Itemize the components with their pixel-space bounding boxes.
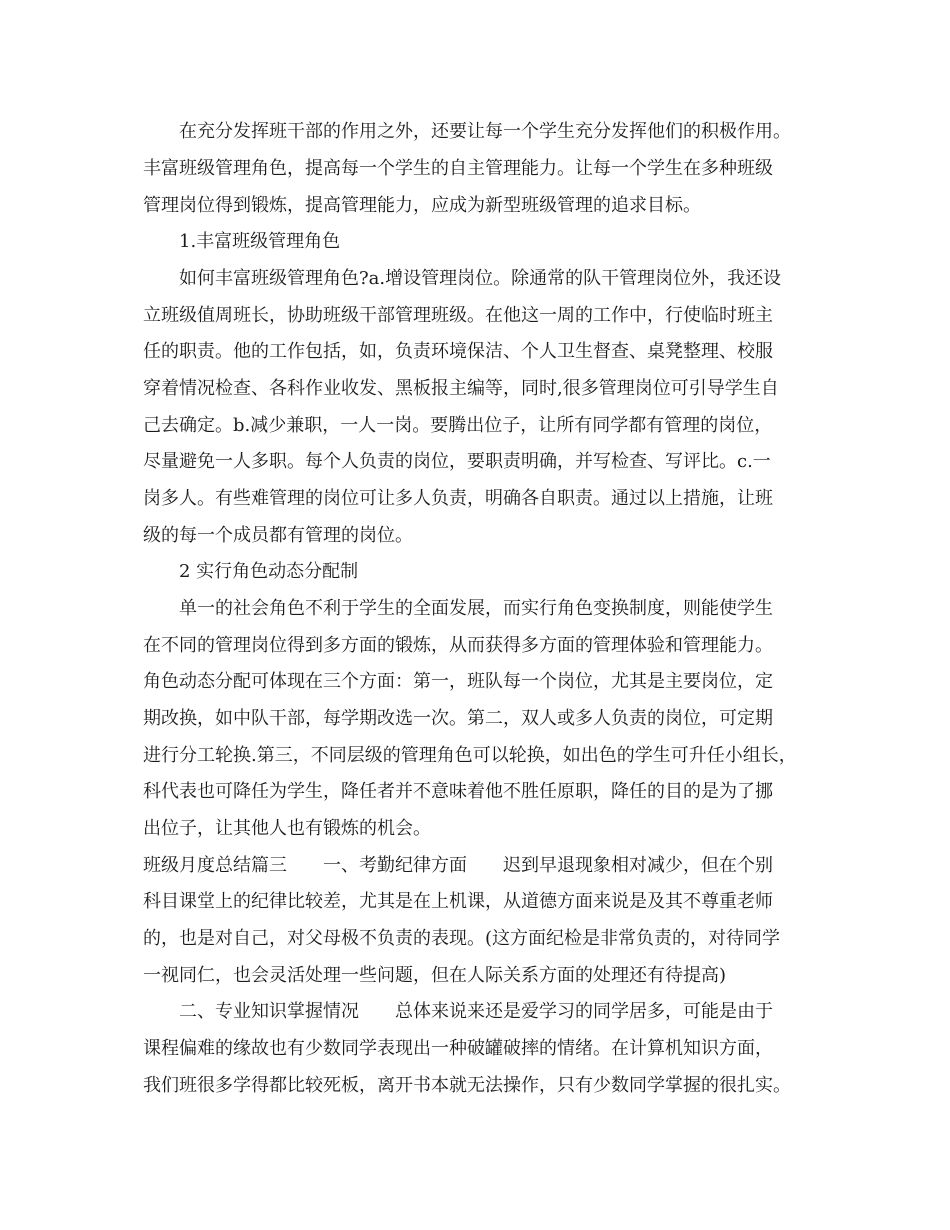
text-line: 岗多人。有些难管理的岗位可让多人负责，明确各自职责。通过以上措施，让班	[143, 488, 773, 509]
text-line: 立班级值周班长，协助班级干部管理班级。在他这一周的工作中，行使临时班主	[143, 305, 773, 326]
text-line: 单一的社会角色不利于学生的全面发展，而实行角色变换制度，则能使学生	[179, 598, 773, 619]
section-heading: 1.丰富班级管理角色	[179, 231, 341, 252]
text-line: 尽量避免一人多职。每个人负责的岗位，要职责明确，并写检查、写评比。c.一	[143, 451, 771, 472]
text-line: 丰富班级管理角色，提高每一个学生的自主管理能力。让每一个学生在多种班级	[143, 158, 773, 179]
text-line: 如何丰富班级管理角色?a.增设管理岗位。除通常的队干管理岗位外，我还设	[179, 268, 782, 289]
text-line: 进行分工轮换.第三，不同层级的管理角色可以轮换，如出色的学生可升任小组长，	[143, 745, 797, 766]
text-line: 角色动态分配可体现在三个方面：第一，班队每一个岗位，尤其是主要岗位，定	[143, 671, 773, 692]
text-line: 在充分发挥班干部的作用之外，还要让每一个学生充分发挥他们的积极作用。	[179, 121, 791, 142]
text-line: 科目课堂上的纪律比较差，尤其是在上机课，从道德方面来说是及其不尊重老师	[143, 891, 773, 912]
text-line: 期改换，如中队干部，每学期改选一次。第二，双人或多人负责的岗位，可定期	[143, 708, 773, 729]
text-line: 我们班很多学得都比较死板，离开书本就无法操作，只有少数同学掌握的很扎实。	[143, 1075, 791, 1096]
text-line: 一视同仁，也会灵活处理一些问题，但在人际关系方面的处理还有待提高)	[143, 965, 727, 986]
text-line: 己去确定。b.减少兼职，一人一岗。要腾出位子，让所有同学都有管理的岗位，	[143, 415, 773, 436]
text-line: 穿着情况检查、各科作业收发、黑板报主编等，同时,很多管理岗位可引导学生自	[143, 378, 779, 399]
section-heading: 2 实行角色动态分配制	[179, 561, 359, 582]
text-line: 的，也是对自己，对父母极不负责的表现。(这方面纪检是非常负责的，对待同学	[143, 928, 781, 949]
text-line: 管理岗位得到锻炼，提高管理能力，应成为新型班级管理的追求目标。	[143, 195, 701, 216]
text-line: 课程偏难的缘故也有少数同学表现出一种破罐破摔的情绪。在计算机知识方面，	[143, 1038, 773, 1059]
text-line: 级的每一个成员都有管理的岗位。	[143, 525, 413, 546]
text-line: 出位子，让其他人也有锻炼的机会。	[143, 818, 431, 839]
section-heading: 班级月度总结篇三 一、考勤纪律方面 迟到早退现象相对减少，但在个别	[143, 855, 773, 876]
text-line: 科代表也可降任为学生，降任者并不意味着他不胜任原职，降任的目的是为了挪	[143, 781, 773, 802]
text-line: 在不同的管理岗位得到多方面的锻炼，从而获得多方面的管理体验和管理能力。	[143, 635, 773, 656]
section-heading: 二、专业知识掌握情况 总体来说来还是爱学习的同学居多，可能是由于	[179, 1001, 773, 1022]
text-line: 任的职责。他的工作包括，如，负责环境保洁、个人卫生督查、桌凳整理、校服	[143, 341, 773, 362]
